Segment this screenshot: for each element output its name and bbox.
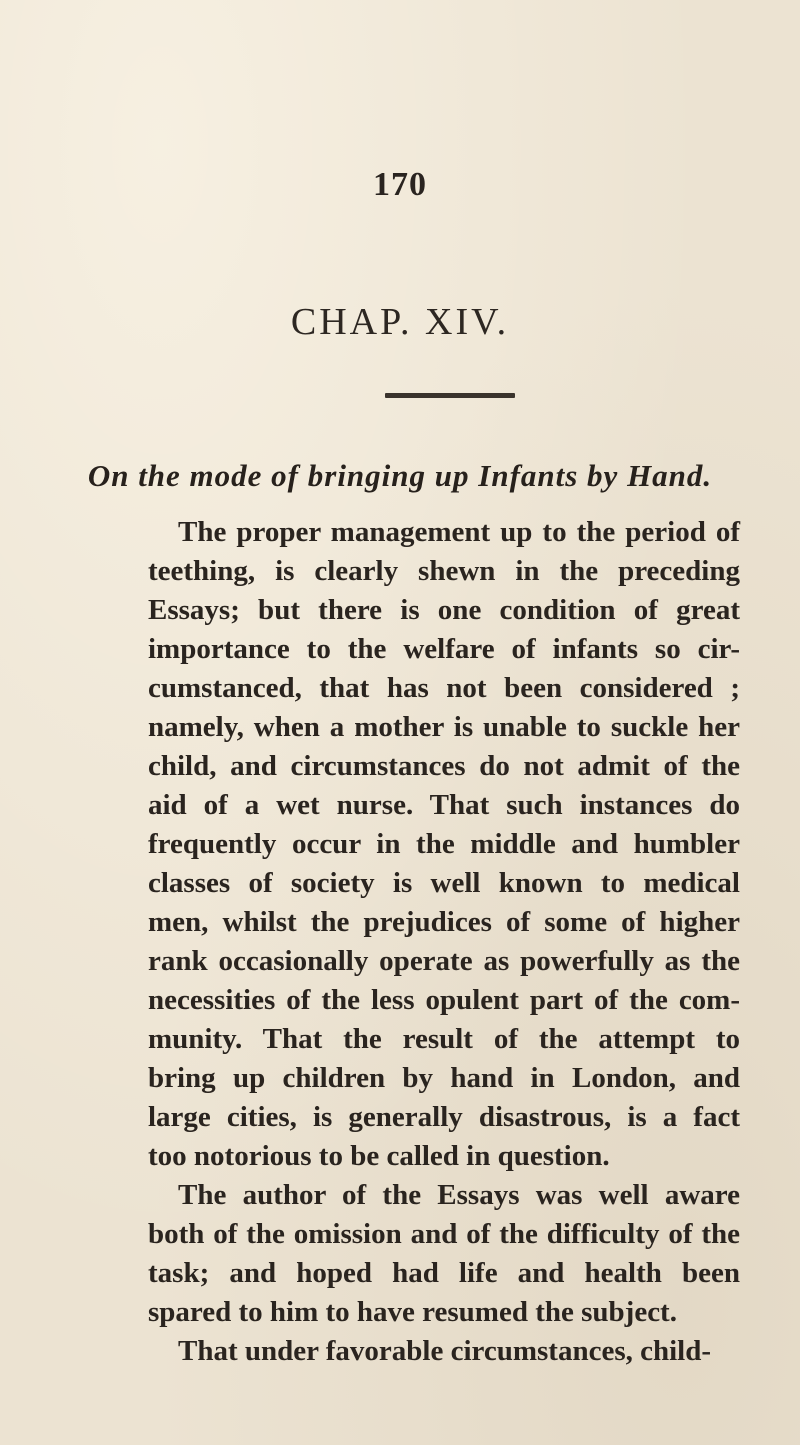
chapter-subtitle: On the mode of bringing up Infants by Hand. xyxy=(87,458,713,493)
text-line: too notorious to be called in question. xyxy=(148,1140,610,1172)
chapter-heading: CHAP. XIV. xyxy=(290,301,510,343)
text-line: men, whilst the prejudices of some of higher xyxy=(148,906,740,938)
text-line: spared to him to have resumed the subject. xyxy=(148,1296,677,1328)
heading-divider-rule xyxy=(385,393,515,398)
text-line: both of the omission and of the difficulty of the xyxy=(148,1218,740,1250)
text-line: namely, when a mother is unable to suckle her xyxy=(148,711,740,743)
text-line: Essays; but there is one condition of great xyxy=(148,594,740,626)
text-line: child, and circumstances do not admit of the xyxy=(148,750,740,782)
text-line: The author of the Essays was well aware xyxy=(178,1179,740,1211)
text-line: frequently occur in the middle and humbler xyxy=(148,828,740,860)
text-line: The proper management up to the period of xyxy=(178,516,740,548)
text-line: That under favorable circumstances, child- xyxy=(178,1335,712,1367)
text-line: large cities, is generally disastrous, is a fact xyxy=(148,1101,740,1133)
text-line: importance to the welfare of infants so cir- xyxy=(148,633,740,665)
text-line: munity. That the result of the attempt to xyxy=(148,1023,740,1055)
text-line: teething, is clearly shewn in the preceding xyxy=(148,555,740,587)
text-line: aid of a wet nurse. That such instances do xyxy=(148,789,740,821)
text-line: cumstanced, that has not been considered ; xyxy=(148,672,740,704)
text-line: bring up children by hand in London, and xyxy=(148,1062,740,1094)
text-line: classes of society is well known to medical xyxy=(148,867,740,899)
text-line: task; and hoped had life and health been xyxy=(148,1257,740,1289)
body-text xyxy=(148,513,740,1371)
page-number: 170 xyxy=(373,166,427,203)
text-line: necessities of the less opulent part of the com- xyxy=(148,984,740,1016)
text-line: rank occasionally operate as powerfully as the xyxy=(148,945,740,977)
